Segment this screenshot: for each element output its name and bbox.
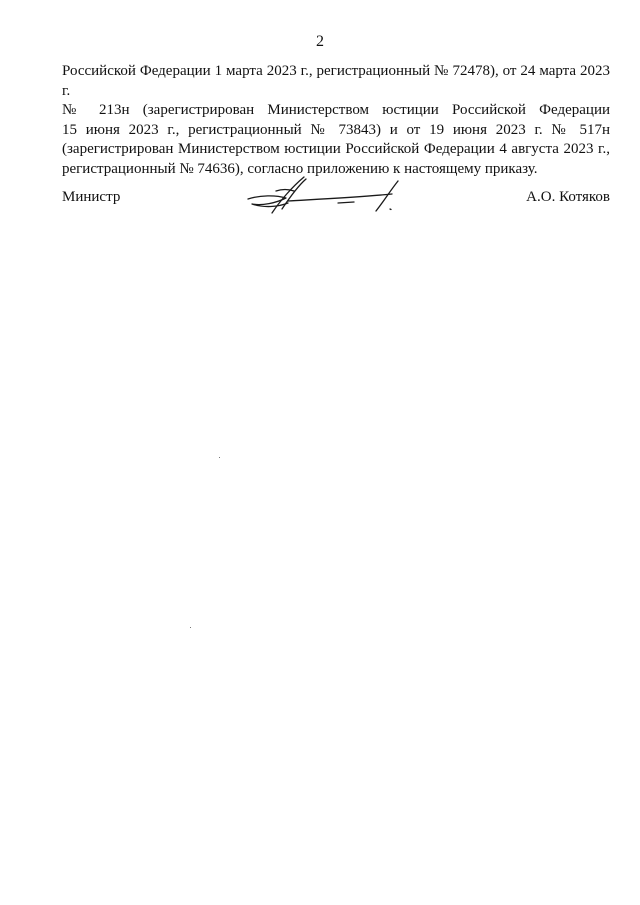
- body-line: Российской Федерации 1 марта 2023 г., регистрационный № 72478), от 24 марта 2023 г.: [62, 63, 610, 99]
- signature-block: [62, 178, 610, 218]
- page-number: 2: [316, 33, 324, 50]
- body-line: (зарегистрирован Министерством юстиции Российской Федерации 4 августа 2023 г.,: [62, 141, 610, 157]
- signatory-position: Министр: [62, 189, 121, 205]
- scan-speck: [190, 627, 191, 628]
- body-line: № 213н (зарегистрирован Министерством юстиции Российской Федерации: [62, 102, 610, 118]
- body-line: 15 июня 2023 г., регистрационный № 73843) и от 19 июня 2023 г. № 517н: [62, 121, 610, 138]
- scan-speck: [219, 457, 220, 458]
- handwritten-signature: [242, 173, 412, 221]
- body-paragraph: [62, 62, 610, 179]
- signatory-name: А.О. Котяков: [526, 189, 610, 205]
- body-line: регистрационный № 74636), согласно приложению к настоящему приказу.: [62, 160, 538, 177]
